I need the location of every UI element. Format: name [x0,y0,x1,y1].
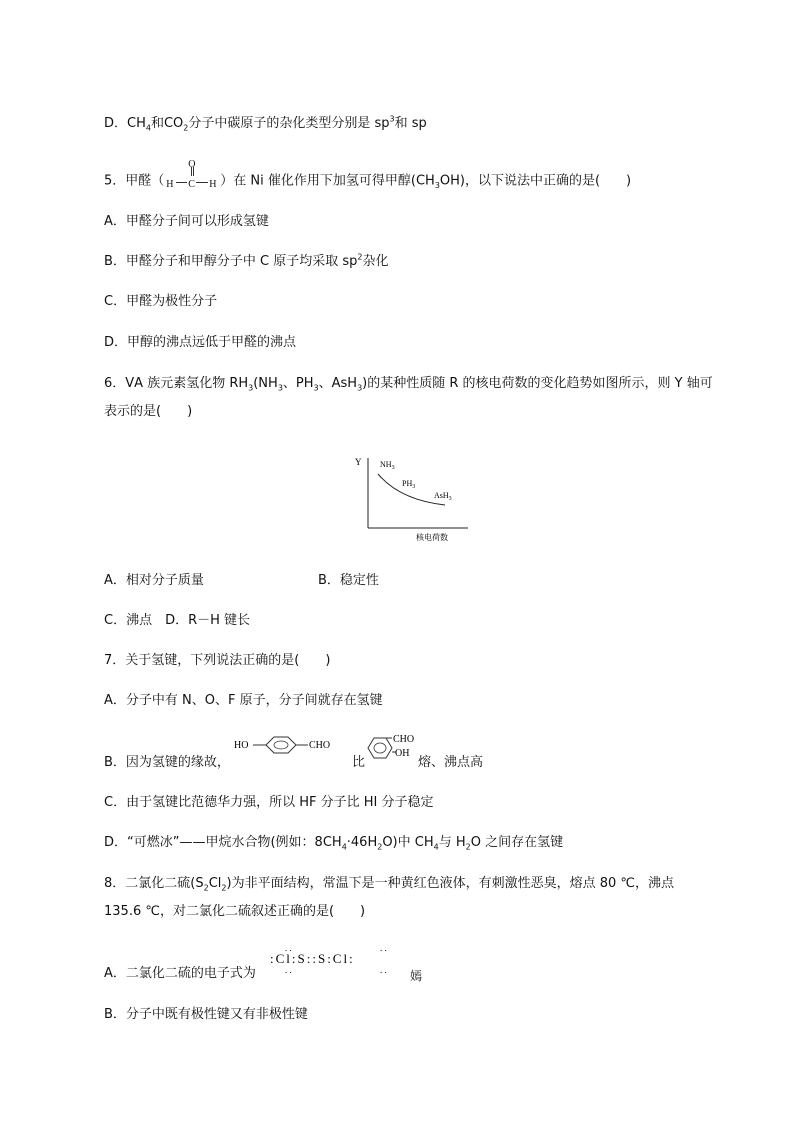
q5b-text: 杂化 [362,254,389,269]
q6-stem-line2: 表示的是( ) [104,404,193,419]
lone-pair-dots: . . [380,965,387,975]
q8-sub: 2 [203,883,209,893]
q4d-text: D．CH [104,116,146,131]
q8-option-b: B．分子中既有极性键又有非极性键 [104,1007,308,1022]
chart-label-nh3: $NH_3$ [380,460,395,471]
q7d-sub: 2 [465,842,471,852]
mol2-cho: CHO [393,734,415,745]
s2cl2-electron-formula [268,942,408,976]
q5-stem-text: 5．甲醛（ [104,173,165,189]
q7b-text: B．因为氢键的缘故， [104,755,230,770]
q5-stem-text: OH)，以下说法中正确的是( ) [439,173,632,189]
q7d-sub: 2 [377,842,383,852]
formaldehyde-h-right: H [209,179,217,190]
formaldehyde-h-left: H [166,179,174,190]
q5b-text: B．甲醛分子和甲醇分子中 C 原子均采取 sp [104,254,358,269]
formaldehyde-o: O [188,159,196,170]
q7d-text: O)中 CH [382,835,434,850]
q6-option-cd: C．沸点 D．R－H 键长 [104,613,251,628]
q4d-sub: 2 [183,123,189,133]
q7d-sub: 4 [341,842,347,852]
q6-text: 6．ⅤA 族元素氢化物 RH [104,376,249,391]
mol2-oh: OH [395,748,410,759]
q8-text: Cl [208,876,222,891]
chart-xlabel: 核电荷数 [416,533,448,542]
q7d-sub: 4 [433,842,439,852]
q7d-text: O 之间存在氢键 [470,835,564,850]
q5-option-d: D．甲醇的沸点远低于甲醛的沸点 [104,335,297,350]
lewis-formula-text: :Cl:S::S:Cl: [270,951,355,966]
q5-option-b [104,252,389,272]
q4d-text: 分子中碳原子的杂化类型分别是 sp [188,116,390,131]
lone-pair-dots: . . [285,965,292,975]
benzene-ring-icon [266,737,296,753]
chart-label-ash3: AsH$_3$ [434,491,452,502]
q6-option-b: B．稳定性 [318,573,379,588]
q6-text: (NH [253,376,278,391]
q5b-sup: 2 [357,252,363,262]
q7-stem: 7．关于氢键，下列说法正确的是( ) [104,653,331,668]
q4d-sup: 3 [389,114,395,124]
benzene-ring-inner [374,743,386,753]
benzene-ring-inner [274,741,288,749]
q8-text: )为非平面结构，常温下是一种黄红色液体，有刺激性恶臭，熔点 80 ℃，沸点 [226,876,674,891]
q6-sub: 3 [313,383,319,393]
formaldehyde-bond-right [196,182,208,183]
q5-stem [104,159,632,192]
mol1-cho: CHO [309,740,331,751]
benzene-ring-icon [368,738,392,758]
q7b-bi: 比 [352,755,366,770]
q7-option-a: A．分子中有 N、O、F 原子，分子间就存在氢键 [104,693,383,708]
mol1-ho: HO [234,740,249,751]
q5-sub: 3 [434,181,440,191]
q7d-text: ·46H [346,835,378,850]
q7-molecule-ortho [364,734,426,768]
q6-text: 、PH [282,376,314,391]
q8-sub: 2 [221,883,227,893]
q6-chart [350,452,470,544]
q5-stem-text: ）在 Ni 催化作用下加氢可得甲醇(CH [220,173,435,189]
q6-option-a: A．相对分子质量 [104,573,204,588]
q6-stem-line1 [104,374,713,394]
q7d-text: 与 H [438,835,466,850]
q5-option-a: A．甲醛分子间可以形成氢键 [104,214,269,229]
q7d-text: D．“可燃冰”——甲烷水合物(例如：8CH [104,835,342,850]
q8-option-a: A．二氯化二硫的电子式为 [104,966,256,981]
formaldehyde-bond-left [176,182,187,183]
q7-option-d [104,833,563,853]
q8a-post: 嫣 [410,969,423,983]
lone-pair-dots: . . [380,943,387,953]
q7-molecule-para [232,734,352,768]
q6-sub: 3 [277,383,283,393]
formaldehyde-structure [164,159,220,191]
formaldehyde-c: C [188,179,195,190]
q4d-text: 和CO [150,116,184,131]
q4-option-d [104,114,427,134]
chart-ylabel: Y [355,457,362,467]
q6-text: )的某种性质随 R 的核电荷数的变化趋势如图所示，则 Y 轴可 [362,376,713,391]
q8-stem-line2: 135.6 ℃，对二氯化二硫叙述正确的是( ) [104,904,366,919]
q6-sub: 3 [248,383,254,393]
q8-stem-line1 [104,874,674,894]
q6-sub: 3 [357,383,363,393]
q7-option-b [104,753,230,773]
q5-option-c: C．甲醛为极性分子 [104,294,218,309]
q4d-sub: 4 [145,123,151,133]
q4d-text: 和 sp [394,116,427,131]
chart-label-ph3: $PH_3$ [402,479,416,490]
lone-pair-dots: . . [285,943,292,953]
q7-option-c: C．由于氢键比范德华力强，所以 HF 分子比 HI 分子稳定 [104,795,434,810]
q6-text: 、AsH [318,376,358,391]
q8-text: 8．二氯化二硫(S [104,876,204,891]
q7b-post: 熔、沸点高 [418,755,484,770]
